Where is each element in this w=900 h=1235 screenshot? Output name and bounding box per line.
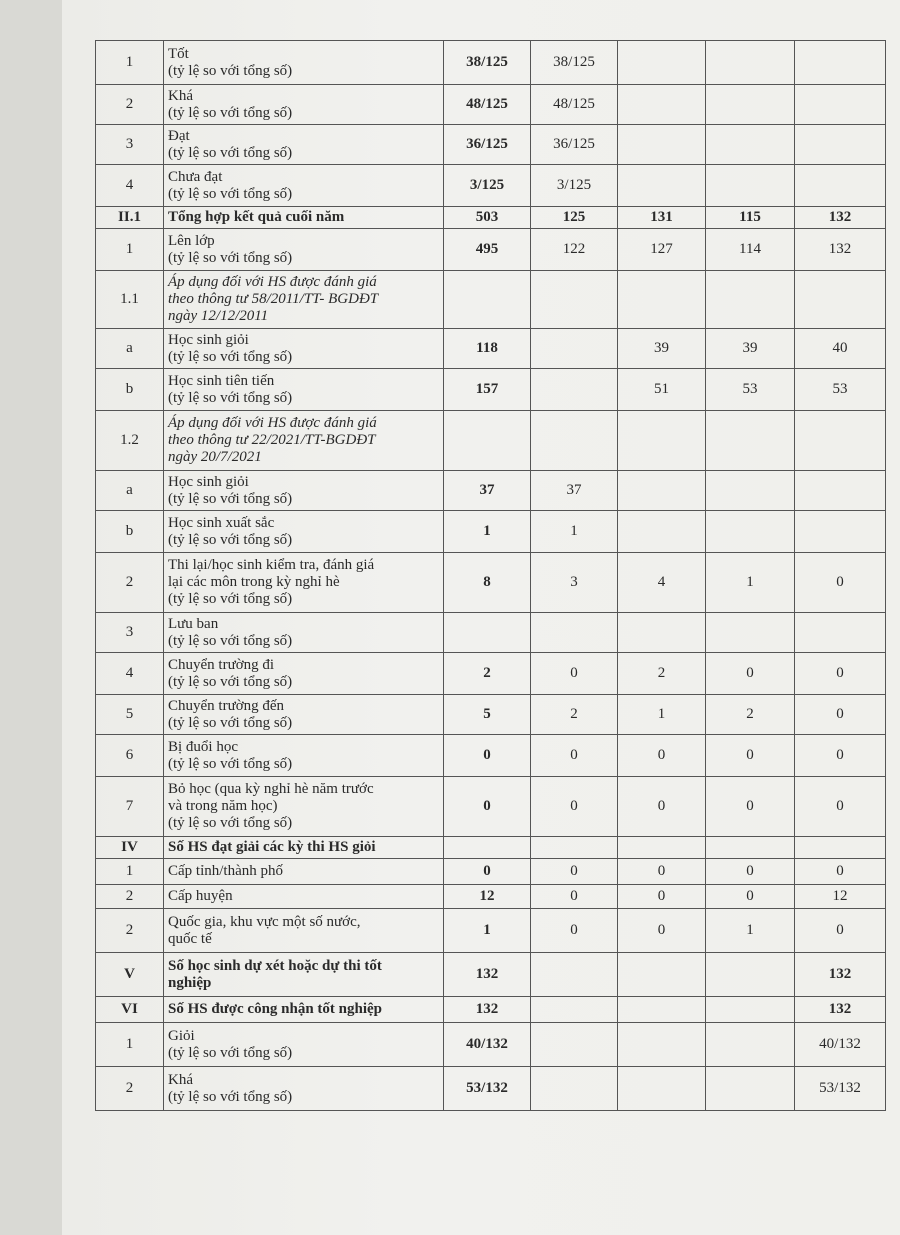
row-label — [164, 1067, 444, 1111]
row-label-line: (tỷ lệ so với tổng số) — [168, 144, 293, 161]
row-label-line: Khá — [168, 1071, 193, 1088]
row-label — [164, 953, 444, 997]
value-col-3 — [706, 1067, 795, 1111]
row-index: 2 — [96, 909, 164, 953]
value-col-1: 0 — [531, 653, 618, 695]
value-col-3 — [706, 125, 795, 165]
row-index: 6 — [96, 735, 164, 777]
value-col-2: 4 — [618, 553, 706, 613]
row-label-line: (tỷ lệ so với tổng số) — [168, 815, 293, 831]
table-row — [96, 613, 886, 653]
value-total — [444, 411, 531, 471]
value-col-2 — [618, 613, 706, 653]
table-row — [96, 229, 886, 271]
row-label-line: (tỷ lệ so với tổng số) — [168, 490, 293, 507]
row-label — [164, 125, 444, 165]
row-label — [164, 165, 444, 207]
row-index: 7 — [96, 777, 164, 837]
row-index: 2 — [96, 885, 164, 909]
value-col-2 — [618, 1067, 706, 1111]
value-total: 495 — [444, 229, 531, 271]
table-body — [96, 41, 886, 1111]
row-label-line: Cấp tỉnh/thành phố — [168, 863, 283, 879]
table-row — [96, 1067, 886, 1111]
value-col-3: 2 — [706, 695, 795, 735]
row-label-line: Học sinh giỏi — [168, 331, 249, 348]
value-col-4 — [795, 271, 886, 329]
table-row — [96, 511, 886, 553]
row-label-line: Chuyển trường đến — [168, 697, 285, 714]
row-label — [164, 695, 444, 735]
value-total: 1 — [444, 909, 531, 953]
value-col-4 — [795, 837, 886, 859]
value-col-2 — [618, 411, 706, 471]
value-col-4: 0 — [795, 909, 886, 953]
row-label-line: (tỷ lệ so với tổng số) — [168, 249, 293, 266]
row-label-line: Bỏ học (qua kỳ nghỉ hè năm trước — [168, 781, 374, 797]
row-label-line: Chuyển trường đi — [168, 656, 275, 673]
value-col-1: 1 — [531, 511, 618, 553]
value-col-4: 132 — [795, 953, 886, 997]
table-row — [96, 777, 886, 837]
row-label — [164, 885, 444, 909]
value-col-3 — [706, 613, 795, 653]
value-col-4: 0 — [795, 735, 886, 777]
table-row — [96, 837, 886, 859]
value-col-3 — [706, 953, 795, 997]
row-index: 4 — [96, 653, 164, 695]
value-col-1 — [531, 369, 618, 411]
value-total: 40/132 — [444, 1023, 531, 1067]
table-row — [96, 953, 886, 997]
row-label — [164, 471, 444, 511]
value-col-2 — [618, 271, 706, 329]
value-col-1: 38/125 — [531, 41, 618, 85]
value-col-3: 53 — [706, 369, 795, 411]
row-label-line: Chưa đạt — [168, 168, 223, 185]
value-col-4: 132 — [795, 207, 886, 229]
value-col-2 — [618, 471, 706, 511]
value-total — [444, 613, 531, 653]
table-row — [96, 695, 886, 735]
row-index: V — [96, 953, 164, 997]
value-col-3: 0 — [706, 777, 795, 837]
row-index: 1.2 — [96, 411, 164, 471]
value-col-4: 53/132 — [795, 1067, 886, 1111]
row-index: 2 — [96, 553, 164, 613]
row-index: 1 — [96, 1023, 164, 1067]
row-label-line: Lên lớp — [168, 232, 215, 249]
table-row — [96, 997, 886, 1023]
value-total: 12 — [444, 885, 531, 909]
value-col-1 — [531, 1023, 618, 1067]
value-total: 1 — [444, 511, 531, 553]
row-label-line: Lưu ban — [168, 615, 219, 632]
row-label-line: (tỷ lệ so với tổng số) — [168, 755, 293, 772]
row-label-line: theo thông tư 58/2011/TT- BGDĐT — [168, 291, 379, 307]
row-index: a — [96, 329, 164, 369]
row-label-line: Tổng hợp kết quả cuối năm — [168, 209, 345, 225]
row-label — [164, 837, 444, 859]
value-col-4 — [795, 41, 886, 85]
value-col-1 — [531, 411, 618, 471]
row-index: 2 — [96, 85, 164, 125]
value-total: 3/125 — [444, 165, 531, 207]
value-col-4 — [795, 471, 886, 511]
value-col-4 — [795, 165, 886, 207]
value-col-4: 132 — [795, 229, 886, 271]
row-label-line: (tỷ lệ so với tổng số) — [168, 389, 293, 406]
value-col-2: 0 — [618, 885, 706, 909]
value-col-3: 0 — [706, 859, 795, 885]
value-col-1: 125 — [531, 207, 618, 229]
row-label — [164, 859, 444, 885]
value-col-2: 0 — [618, 859, 706, 885]
value-col-1: 3 — [531, 553, 618, 613]
value-col-4: 0 — [795, 777, 886, 837]
value-total: 132 — [444, 997, 531, 1023]
value-col-2 — [618, 1023, 706, 1067]
value-col-1 — [531, 329, 618, 369]
value-col-3 — [706, 471, 795, 511]
row-index: 1.1 — [96, 271, 164, 329]
row-label-line: Số học sinh dự xét hoặc dự thi tốt — [168, 957, 382, 974]
value-col-2 — [618, 125, 706, 165]
value-total: 0 — [444, 735, 531, 777]
table-row — [96, 1023, 886, 1067]
value-col-4: 0 — [795, 695, 886, 735]
row-label-line: Đạt — [168, 127, 190, 144]
row-label-line: Số HS được công nhận tốt nghiệp — [168, 1001, 383, 1017]
table-row — [96, 859, 886, 885]
value-col-3 — [706, 837, 795, 859]
row-label-line: Số HS đạt giải các kỳ thi HS giỏi — [168, 839, 376, 855]
row-label-line: nghiệp — [168, 974, 212, 991]
row-index: 1 — [96, 859, 164, 885]
value-col-3: 0 — [706, 653, 795, 695]
value-total: 132 — [444, 953, 531, 997]
value-col-4 — [795, 411, 886, 471]
value-col-3 — [706, 1023, 795, 1067]
value-col-1: 48/125 — [531, 85, 618, 125]
row-label — [164, 1023, 444, 1067]
row-label-line: Cấp huyện — [168, 888, 233, 904]
table-row — [96, 271, 886, 329]
value-col-1: 3/125 — [531, 165, 618, 207]
row-index: 1 — [96, 229, 164, 271]
value-total: 118 — [444, 329, 531, 369]
table-row — [96, 471, 886, 511]
table-row — [96, 125, 886, 165]
row-label — [164, 997, 444, 1023]
value-col-2: 2 — [618, 653, 706, 695]
value-col-2: 0 — [618, 777, 706, 837]
value-col-1: 0 — [531, 735, 618, 777]
row-index: 1 — [96, 41, 164, 85]
row-index: b — [96, 369, 164, 411]
row-label — [164, 271, 444, 329]
row-label-line: theo thông tư 22/2021/TT-BGDĐT — [168, 432, 376, 448]
value-total: 37 — [444, 471, 531, 511]
row-label-line: và trong năm học) — [168, 798, 278, 814]
value-col-3: 0 — [706, 885, 795, 909]
value-col-3 — [706, 271, 795, 329]
table-row — [96, 207, 886, 229]
row-label-line: ngày 12/12/2011 — [168, 308, 269, 324]
row-label-line: (tỷ lệ so với tổng số) — [168, 714, 293, 731]
value-col-1: 122 — [531, 229, 618, 271]
value-col-3 — [706, 165, 795, 207]
value-col-1: 0 — [531, 885, 618, 909]
table-row — [96, 369, 886, 411]
value-col-1: 0 — [531, 909, 618, 953]
table-row — [96, 909, 886, 953]
value-col-4: 40/132 — [795, 1023, 886, 1067]
row-index: a — [96, 471, 164, 511]
value-total — [444, 271, 531, 329]
value-total: 38/125 — [444, 41, 531, 85]
row-label — [164, 735, 444, 777]
row-label — [164, 553, 444, 613]
value-total — [444, 837, 531, 859]
value-col-1: 2 — [531, 695, 618, 735]
table-row — [96, 735, 886, 777]
value-col-2 — [618, 837, 706, 859]
row-label-line: Học sinh tiên tiến — [168, 372, 275, 389]
row-label-line: lại các môn trong kỳ nghỉ hè — [168, 574, 340, 590]
value-col-1 — [531, 271, 618, 329]
value-col-3: 1 — [706, 553, 795, 613]
row-index: 4 — [96, 165, 164, 207]
value-col-2 — [618, 997, 706, 1023]
row-label — [164, 653, 444, 695]
row-label — [164, 411, 444, 471]
table-row — [96, 653, 886, 695]
row-label-line: Giỏi — [168, 1027, 195, 1044]
table-row — [96, 165, 886, 207]
value-col-2: 39 — [618, 329, 706, 369]
value-col-2: 131 — [618, 207, 706, 229]
row-label-line: Học sinh xuất sắc — [168, 514, 275, 531]
row-index: 3 — [96, 125, 164, 165]
value-col-3 — [706, 41, 795, 85]
value-col-1 — [531, 953, 618, 997]
value-col-3: 39 — [706, 329, 795, 369]
value-total: 48/125 — [444, 85, 531, 125]
row-label-line: Tốt — [168, 45, 189, 62]
value-col-1 — [531, 997, 618, 1023]
table-row — [96, 553, 886, 613]
value-col-2 — [618, 41, 706, 85]
row-index: 3 — [96, 613, 164, 653]
table-row — [96, 41, 886, 85]
row-label-line: (tỷ lệ so với tổng số) — [168, 62, 293, 79]
table-row — [96, 885, 886, 909]
value-col-1: 0 — [531, 859, 618, 885]
row-label-line: (tỷ lệ so với tổng số) — [168, 185, 293, 202]
row-label — [164, 85, 444, 125]
value-col-2: 127 — [618, 229, 706, 271]
row-label — [164, 511, 444, 553]
table-row — [96, 85, 886, 125]
table-row — [96, 329, 886, 369]
value-total: 0 — [444, 859, 531, 885]
value-col-2: 0 — [618, 909, 706, 953]
value-col-2 — [618, 953, 706, 997]
row-label-line: (tỷ lệ so với tổng số) — [168, 591, 293, 607]
row-label — [164, 613, 444, 653]
value-col-3: 115 — [706, 207, 795, 229]
value-col-3 — [706, 85, 795, 125]
value-col-3 — [706, 511, 795, 553]
value-col-4: 0 — [795, 653, 886, 695]
row-index: IV — [96, 837, 164, 859]
value-col-4 — [795, 613, 886, 653]
value-col-4 — [795, 85, 886, 125]
value-col-4: 53 — [795, 369, 886, 411]
value-col-2: 0 — [618, 735, 706, 777]
row-index: 2 — [96, 1067, 164, 1111]
value-col-4 — [795, 511, 886, 553]
row-label-line: (tỷ lệ so với tổng số) — [168, 348, 293, 365]
row-label — [164, 229, 444, 271]
row-label-line: (tỷ lệ so với tổng số) — [168, 1044, 293, 1061]
row-label — [164, 207, 444, 229]
row-label-line: Áp dụng đối với HS được đánh giá — [168, 415, 377, 431]
value-col-3 — [706, 411, 795, 471]
value-col-2: 51 — [618, 369, 706, 411]
row-label — [164, 329, 444, 369]
value-col-4: 40 — [795, 329, 886, 369]
value-col-3: 1 — [706, 909, 795, 953]
row-label-line: Áp dụng đối với HS được đánh giá — [168, 274, 377, 290]
row-label — [164, 41, 444, 85]
row-label-line: (tỷ lệ so với tổng số) — [168, 531, 293, 548]
row-index: II.1 — [96, 207, 164, 229]
row-label — [164, 777, 444, 837]
row-index: b — [96, 511, 164, 553]
value-col-3 — [706, 997, 795, 1023]
value-col-4: 0 — [795, 553, 886, 613]
row-label-line: Thi lại/học sinh kiểm tra, đánh giá — [168, 557, 375, 573]
value-col-1 — [531, 1067, 618, 1111]
value-total: 2 — [444, 653, 531, 695]
value-col-2 — [618, 511, 706, 553]
value-col-2 — [618, 165, 706, 207]
results-table — [95, 40, 886, 1111]
table-row — [96, 411, 886, 471]
row-label-line: Khá — [168, 87, 193, 104]
row-label-line: (tỷ lệ so với tổng số) — [168, 632, 293, 649]
row-label-line: Bị đuổi học — [168, 738, 238, 755]
value-col-4: 0 — [795, 859, 886, 885]
value-col-1: 0 — [531, 777, 618, 837]
value-col-1: 37 — [531, 471, 618, 511]
value-col-2 — [618, 85, 706, 125]
row-index: 5 — [96, 695, 164, 735]
value-col-1 — [531, 837, 618, 859]
value-col-3: 0 — [706, 735, 795, 777]
value-total: 8 — [444, 553, 531, 613]
row-label-line: (tỷ lệ so với tổng số) — [168, 1088, 293, 1105]
value-col-4: 12 — [795, 885, 886, 909]
row-label-line: quốc tế — [168, 930, 212, 947]
value-col-1: 36/125 — [531, 125, 618, 165]
value-col-4: 132 — [795, 997, 886, 1023]
row-label-line: (tỷ lệ so với tổng số) — [168, 104, 293, 121]
value-col-4 — [795, 125, 886, 165]
value-total: 53/132 — [444, 1067, 531, 1111]
row-label-line: Học sinh giỏi — [168, 473, 249, 490]
value-col-1 — [531, 613, 618, 653]
row-label — [164, 369, 444, 411]
row-label-line: Quốc gia, khu vực một số nước, — [168, 913, 361, 930]
row-label — [164, 909, 444, 953]
row-label-line: ngày 20/7/2021 — [168, 449, 262, 465]
value-total: 0 — [444, 777, 531, 837]
row-label-line: (tỷ lệ so với tổng số) — [168, 673, 293, 690]
value-total: 36/125 — [444, 125, 531, 165]
value-total: 503 — [444, 207, 531, 229]
value-col-3: 114 — [706, 229, 795, 271]
value-col-2: 1 — [618, 695, 706, 735]
value-total: 157 — [444, 369, 531, 411]
row-index: VI — [96, 997, 164, 1023]
value-total: 5 — [444, 695, 531, 735]
